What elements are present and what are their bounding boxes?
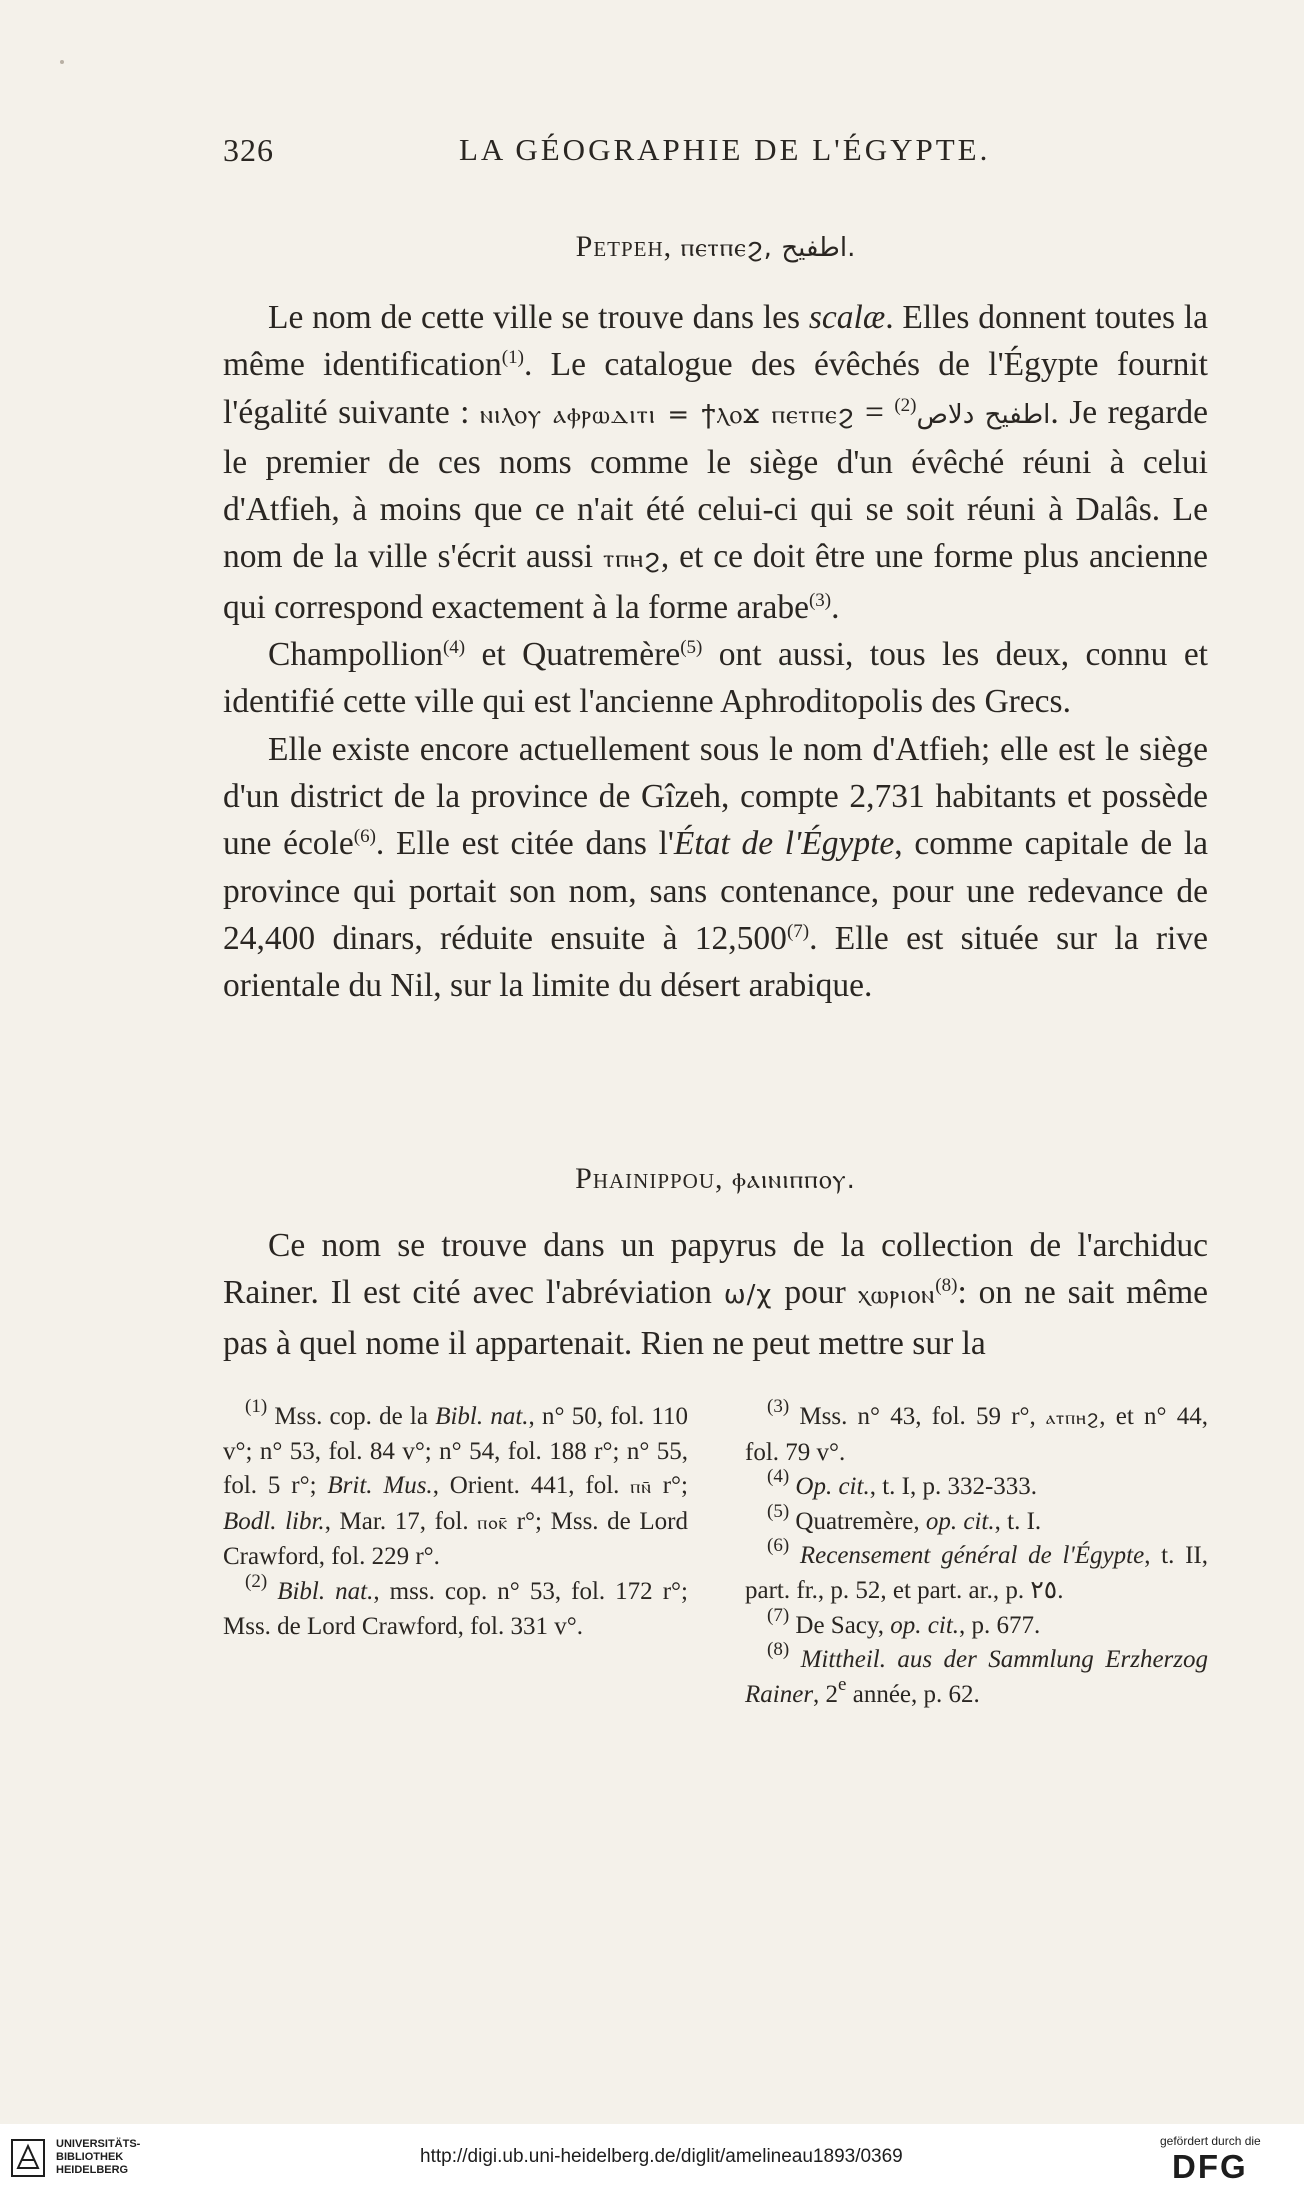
university-seal-icon [10,2138,46,2178]
library-name: UNIVERSITÄTS- BIBLIOTHEK HEIDELBERG [56,2138,141,2176]
page-number: 326 [223,132,274,168]
body-text-2 [223,1222,1208,1367]
footnote-ref-2[interactable]: (2) [894,394,917,416]
footnote-4: $^{(4)}$ Op. cit., t. I, p. 332-333. [767,1466,1038,1501]
footnote-1: $^{(1)}$ Mss. cop. de la Bibl. nat., n° 50, fol. 110 v°; n° 53, fol. 84 v°; n° 54, fol. 188 r°; n° 55, fol. 5 r°; Brit. Mus., Orient. 441, fol. ⲡⲛ̄ r°; Bodl. libr., Mar. 17, fol. ⲡⲟⲕ̄ r°; Mss. de Lord Crawford, fol. 229 r°. [223,1396,689,1571]
footnote-7: $^{(7)}$ De Sacy, op. cit., p. 677. [767,1604,1041,1639]
paper-speck [60,60,64,64]
footnote-2: $^{(2)}$ Bibl. nat., mss. cop. n° 53, fol. 172 r°; Mss. de Lord Crawford, fol. 331 v°. [223,1570,689,1640]
footnote-ref-4[interactable]: (4) [442,637,466,659]
digitization-footer [0,2124,1304,2186]
footnote-ref-6[interactable]: (6) [353,826,376,848]
section-title-petpeh: Petpeh, ⲡⲉⲧⲡⲉϩ, اطفيح. [575,230,856,263]
footnote-ref-8[interactable]: (8) [935,1275,958,1297]
footnote-8: $^{(8)}$ Mittheil. aus der Sammlung Erzherzog Rainer, 2e année, p. 62. [745,1639,1208,1708]
page-header [223,132,1208,182]
footnote-ref-1[interactable]: (1) [501,347,524,369]
running-title: LA GÉOGRAPHIE DE L'ÉGYPTE. [459,132,991,167]
footnotes-left-column [223,1396,689,1644]
paragraph-2: Champollion$^{(4)}$ et Quatremère$^{(5)}$ ont aussi, tous les deux, connu et identifié cette ville qui est l'ancienne Aphroditopolis des Grecs. [223,636,1208,721]
funding-note: gefördert durch die [1160,2134,1261,2148]
dfg-logo: DFG [1172,2148,1248,2185]
footnote-5: $^{(5)}$ Quatremère, op. cit., t. I. [767,1500,1042,1535]
footnote-3: $^{(3)}$ Mss. n° 43, fol. 59 r°, ⲁⲧⲡⲏϩ, et n° 44, fol. 79 v°. [745,1396,1209,1466]
footnote-ref-5[interactable]: (5) [680,637,703,659]
paragraph-3: Elle existe encore actuellement sous le nom d'Atfieh; elle est le siège d'un district de la province de Gîzeh, compte 2,731 habitants et possède une école$^{(6)}$. Elle est citée dans l'État de l'Égypte, comme capitale de la province qui portait son nom, sans contenance, pour une redevance de 24,400 dinars, réduite ensuite à 12,500$^{(7)}$. Elle est située sur la rive orientale du Nil, sur la limite du désert arabique. [223,730,1208,1005]
footnote-ref-7[interactable]: (7) [786,920,810,942]
body-text-1 [223,294,1208,1009]
paragraph-4: Ce nom se trouve dans un papyrus de la collection de l'archiduc Rainer. Il est cité avec l'abréviation ω/χ pour ⲭⲱⲣⲓⲟⲛ$^{(8)}$: on ne sait même pas à quel nome il appartenait. Rien ne peut mettre sur la [223,1227,1208,1362]
paragraph-1: Le nom de cette ville se trouve dans les scalæ. Elles donnent toutes la même identification$^{(1)}$. Le catalogue des évêchés de l'Égypte fournit l'égalité suivante : ⲛⲓⲗⲟⲩ ⲁⲫⲣⲱⲇⲓⲧⲓ = ϯⲗⲟϫ ⲡⲉⲧⲡⲉϩ = اطفيح دلاص$^{(2)}$ . Je regarde le premier de ces noms comme le siège d'un évêché réuni à celui d'Atfieh, à moins que ce n'ait été celui-ci qui se soit réuni à Dalâs. Le nom de la ville s'écrit aussi ⲧⲡⲏϩ, et ce doit être une forme plus ancienne qui correspond exactement à la forme arabe$^{(3)}$. [223,299,1208,626]
footnotes-right-column [745,1396,1209,1712]
section-title-phainippou: Phainippou, ⲫⲁⲓⲛⲓⲡⲡⲟⲩ. [575,1162,856,1195]
footnote-6: $^{(6)}$ Recensement général de l'Égypte, t. II, part. fr., p. 52, et part. ar., p. ٢٥. [745,1535,1208,1604]
source-url-link[interactable]: http://digi.ub.uni-heidelberg.de/diglit/amelineau1893/0369 [420,2146,903,2167]
footnote-ref-3[interactable]: (3) [808,589,832,611]
